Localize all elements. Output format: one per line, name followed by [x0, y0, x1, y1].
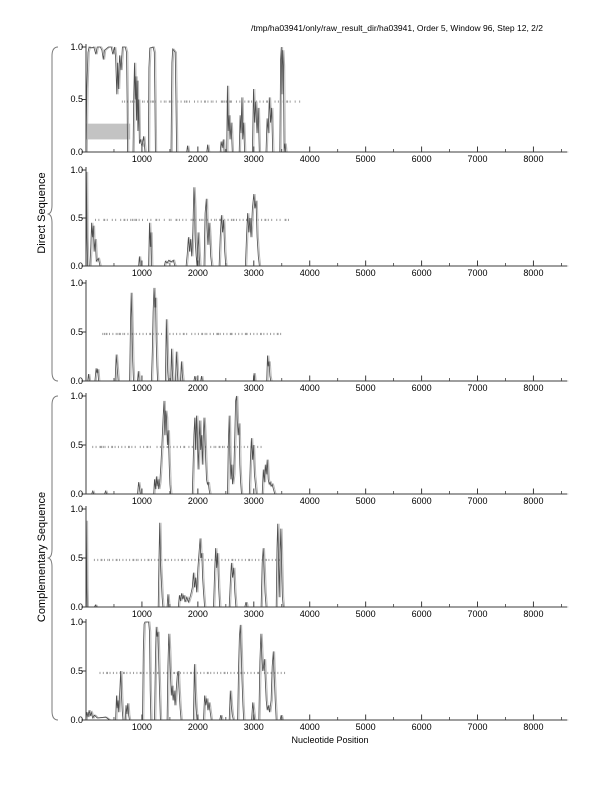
- x-tick-label: 7000: [467, 383, 488, 393]
- x-tick-label: 5000: [355, 154, 376, 164]
- x-tick-label: 4000: [299, 722, 320, 732]
- x-tick-label: 2000: [187, 609, 208, 619]
- x-tick-label: 5000: [355, 496, 376, 506]
- x-tick-label: 4000: [299, 154, 320, 164]
- x-tick-label: 7000: [467, 722, 488, 732]
- x-tick-label: 7000: [467, 268, 488, 278]
- x-tick-label: 3000: [243, 609, 264, 619]
- x-tick-label: 3000: [243, 383, 264, 393]
- x-tick-label: 6000: [411, 383, 432, 393]
- x-tick-label: 2000: [187, 154, 208, 164]
- y-tick-label: 0.0: [70, 601, 83, 612]
- x-tick-label: 1000: [131, 609, 152, 619]
- y-tick-label: 0.5: [70, 439, 83, 450]
- x-tick-label: 6000: [411, 722, 432, 732]
- x-axis-title: Nucleotide Position: [291, 735, 369, 745]
- y-tick-label: 0.5: [70, 552, 83, 563]
- group-label-complementary-sequence: Complementary Sequence: [36, 491, 48, 623]
- y-tick-label: 0.0: [70, 714, 83, 725]
- y-tick-label: 0.0: [70, 146, 83, 157]
- x-tick-label: 2000: [187, 268, 208, 278]
- x-tick-label: 5000: [355, 383, 376, 393]
- x-tick-label: 5000: [355, 609, 376, 619]
- y-tick-label: 1.0: [70, 503, 83, 514]
- x-tick-label: 1000: [131, 383, 152, 393]
- x-tick-label: 1000: [131, 496, 152, 506]
- y-tick-label: 0.5: [70, 326, 83, 337]
- x-tick-label: 7000: [467, 496, 488, 506]
- x-tick-label: 1000: [131, 268, 152, 278]
- x-tick-label: 7000: [467, 609, 488, 619]
- x-tick-label: 8000: [523, 268, 544, 278]
- x-tick-label: 7000: [467, 154, 488, 164]
- y-tick-label: 0.0: [70, 375, 83, 386]
- y-tick-label: 1.0: [70, 616, 83, 627]
- x-tick-label: 8000: [523, 383, 544, 393]
- group-label-direct-sequence: Direct Sequence: [36, 172, 48, 254]
- x-tick-label: 6000: [411, 609, 432, 619]
- x-tick-label: 4000: [299, 496, 320, 506]
- x-tick-label: 1000: [131, 154, 152, 164]
- x-tick-label: 4000: [299, 609, 320, 619]
- x-tick-label: 3000: [243, 268, 264, 278]
- x-tick-label: 2000: [187, 496, 208, 506]
- y-tick-label: 0.5: [70, 212, 83, 223]
- y-tick-label: 0.5: [70, 665, 83, 676]
- y-tick-label: 0.5: [70, 94, 83, 104]
- x-tick-label: 8000: [523, 154, 544, 164]
- x-tick-label: 8000: [523, 609, 544, 619]
- x-tick-label: 8000: [523, 496, 544, 506]
- x-tick-label: 6000: [411, 496, 432, 506]
- x-tick-label: 8000: [523, 722, 544, 732]
- x-tick-label: 4000: [299, 383, 320, 393]
- y-tick-label: 1.0: [70, 164, 83, 175]
- x-tick-label: 3000: [243, 154, 264, 164]
- x-tick-label: 6000: [411, 268, 432, 278]
- y-tick-label: 0.0: [70, 488, 83, 499]
- x-tick-label: 6000: [411, 154, 432, 164]
- x-tick-label: 2000: [187, 722, 208, 732]
- x-tick-label: 2000: [187, 383, 208, 393]
- x-tick-label: 3000: [243, 496, 264, 506]
- y-tick-label: 1.0: [70, 41, 83, 52]
- x-tick-label: 3000: [243, 722, 264, 732]
- y-tick-label: 1.0: [70, 277, 83, 288]
- figure-title: /tmp/ha03941/only/raw_result_dir/ha03941, Order 5, Window 96, Step 12, 2/2: [250, 23, 543, 33]
- x-tick-label: 1000: [131, 722, 152, 732]
- x-tick-label: 5000: [355, 268, 376, 278]
- x-tick-label: 5000: [355, 722, 376, 732]
- y-tick-label: 0.0: [70, 260, 83, 271]
- y-tick-label: 1.0: [70, 390, 83, 401]
- x-tick-label: 4000: [299, 268, 320, 278]
